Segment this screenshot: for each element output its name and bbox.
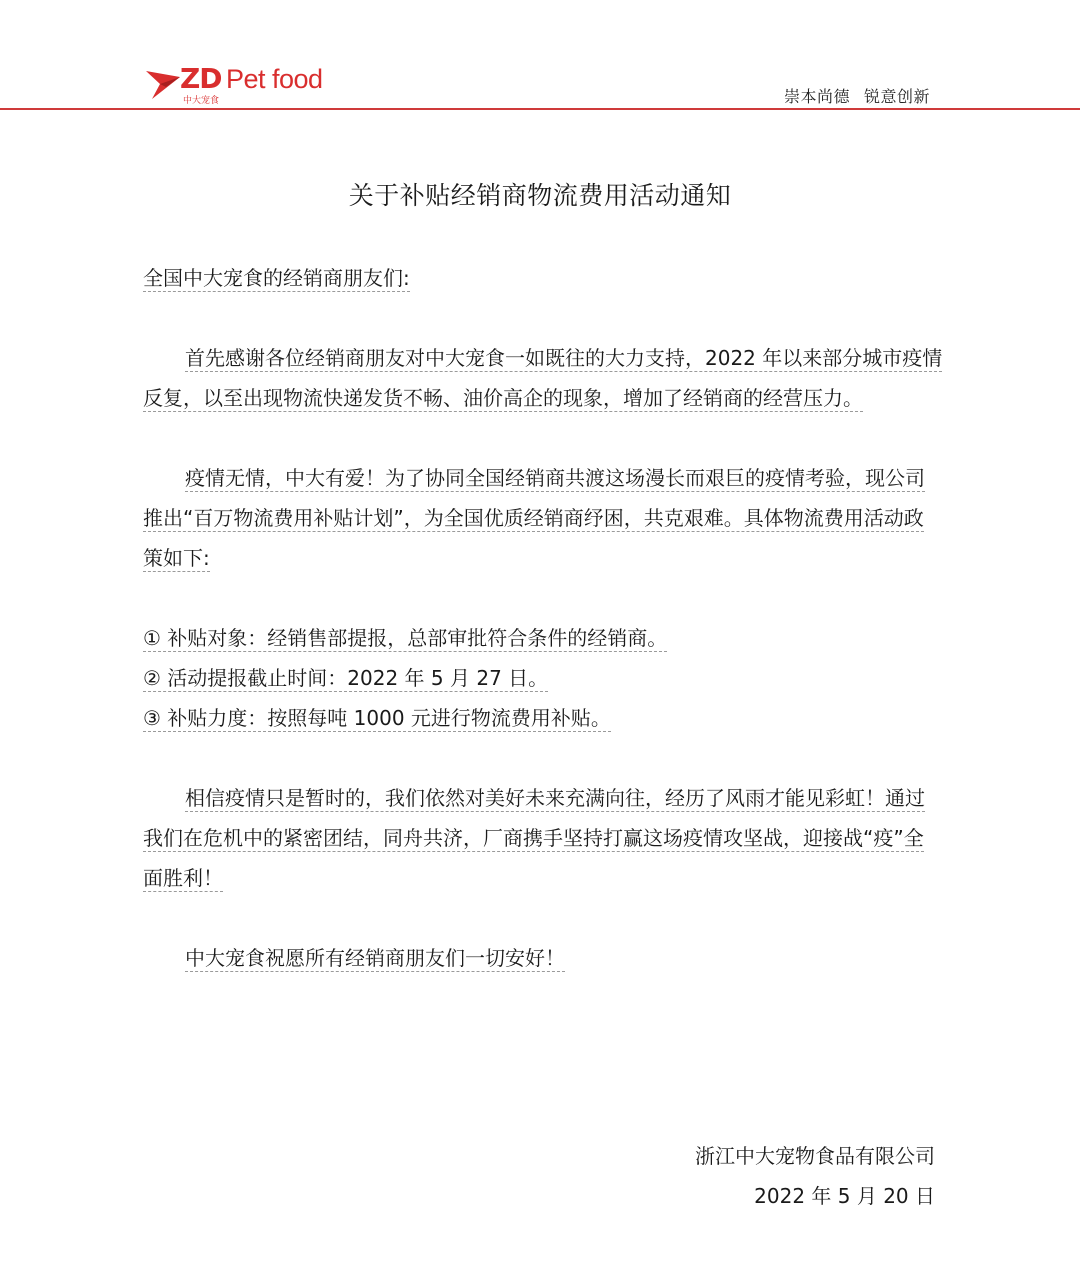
logo-arrow-icon [146, 67, 182, 101]
slogan-2: 锐意创新 [863, 87, 930, 106]
closing-wish: 中大宠食祝愿所有经销商朋友们一切安好！ [185, 946, 565, 970]
slogan-1: 崇本尚德 [783, 87, 850, 106]
salutation: 全国中大宠食的经销商朋友们: [143, 266, 410, 290]
issue-date: 2022 年 5 月 20 日 [754, 1184, 935, 1208]
policy-item-2: ② 活动提报截止时间：2022 年 5 月 27 日。 [143, 666, 549, 690]
letterhead [0, 0, 1080, 110]
brand-chinese-name: 中大宠食 [183, 96, 220, 106]
policy-item-3: ③ 补贴力度：按照每吨 1000 元进行物流费用补贴。 [143, 706, 611, 730]
brand-zd: ZD [180, 62, 222, 95]
brand-petfood: Pet food [226, 64, 323, 94]
signature-block [695, 1136, 935, 1216]
header-divider [0, 108, 1080, 110]
policy-item-1: ① 补贴对象：经销售部提报，总部审批符合条件的经销商。 [143, 626, 668, 650]
paragraph-3: 相信疫情只是暂时的，我们依然对美好未来充满向往，经历了风雨才能见彩虹！通过我们在危机中的紧密团结，同舟共济，厂商携手坚持打赢这场疫情攻坚战，迎接战“疫”全面胜利！ [143, 786, 925, 890]
document-title: 关于补贴经销商物流费用活动通知 [348, 181, 732, 210]
paragraph-2: 疫情无情，中大有爱！为了协同全国经销商共渡这场漫长而艰巨的疫情考验，现公司推出“百万物流费用补贴计划”，为全国优质经销商纾困，共克艰难。具体物流费用活动政策如下: [143, 466, 925, 570]
paragraph-1: 首先感谢各位经销商朋友对中大宠食一如既往的大力支持，2022 年以来部分城市疫情反复，以至出现物流快递发货不畅、油价高企的现象，增加了经销商的经营压力。 [143, 346, 943, 410]
slogan [770, 84, 930, 107]
document-body [143, 258, 943, 978]
brand-logo [146, 64, 336, 108]
company-name: 浙江中大宠物食品有限公司 [695, 1144, 935, 1168]
